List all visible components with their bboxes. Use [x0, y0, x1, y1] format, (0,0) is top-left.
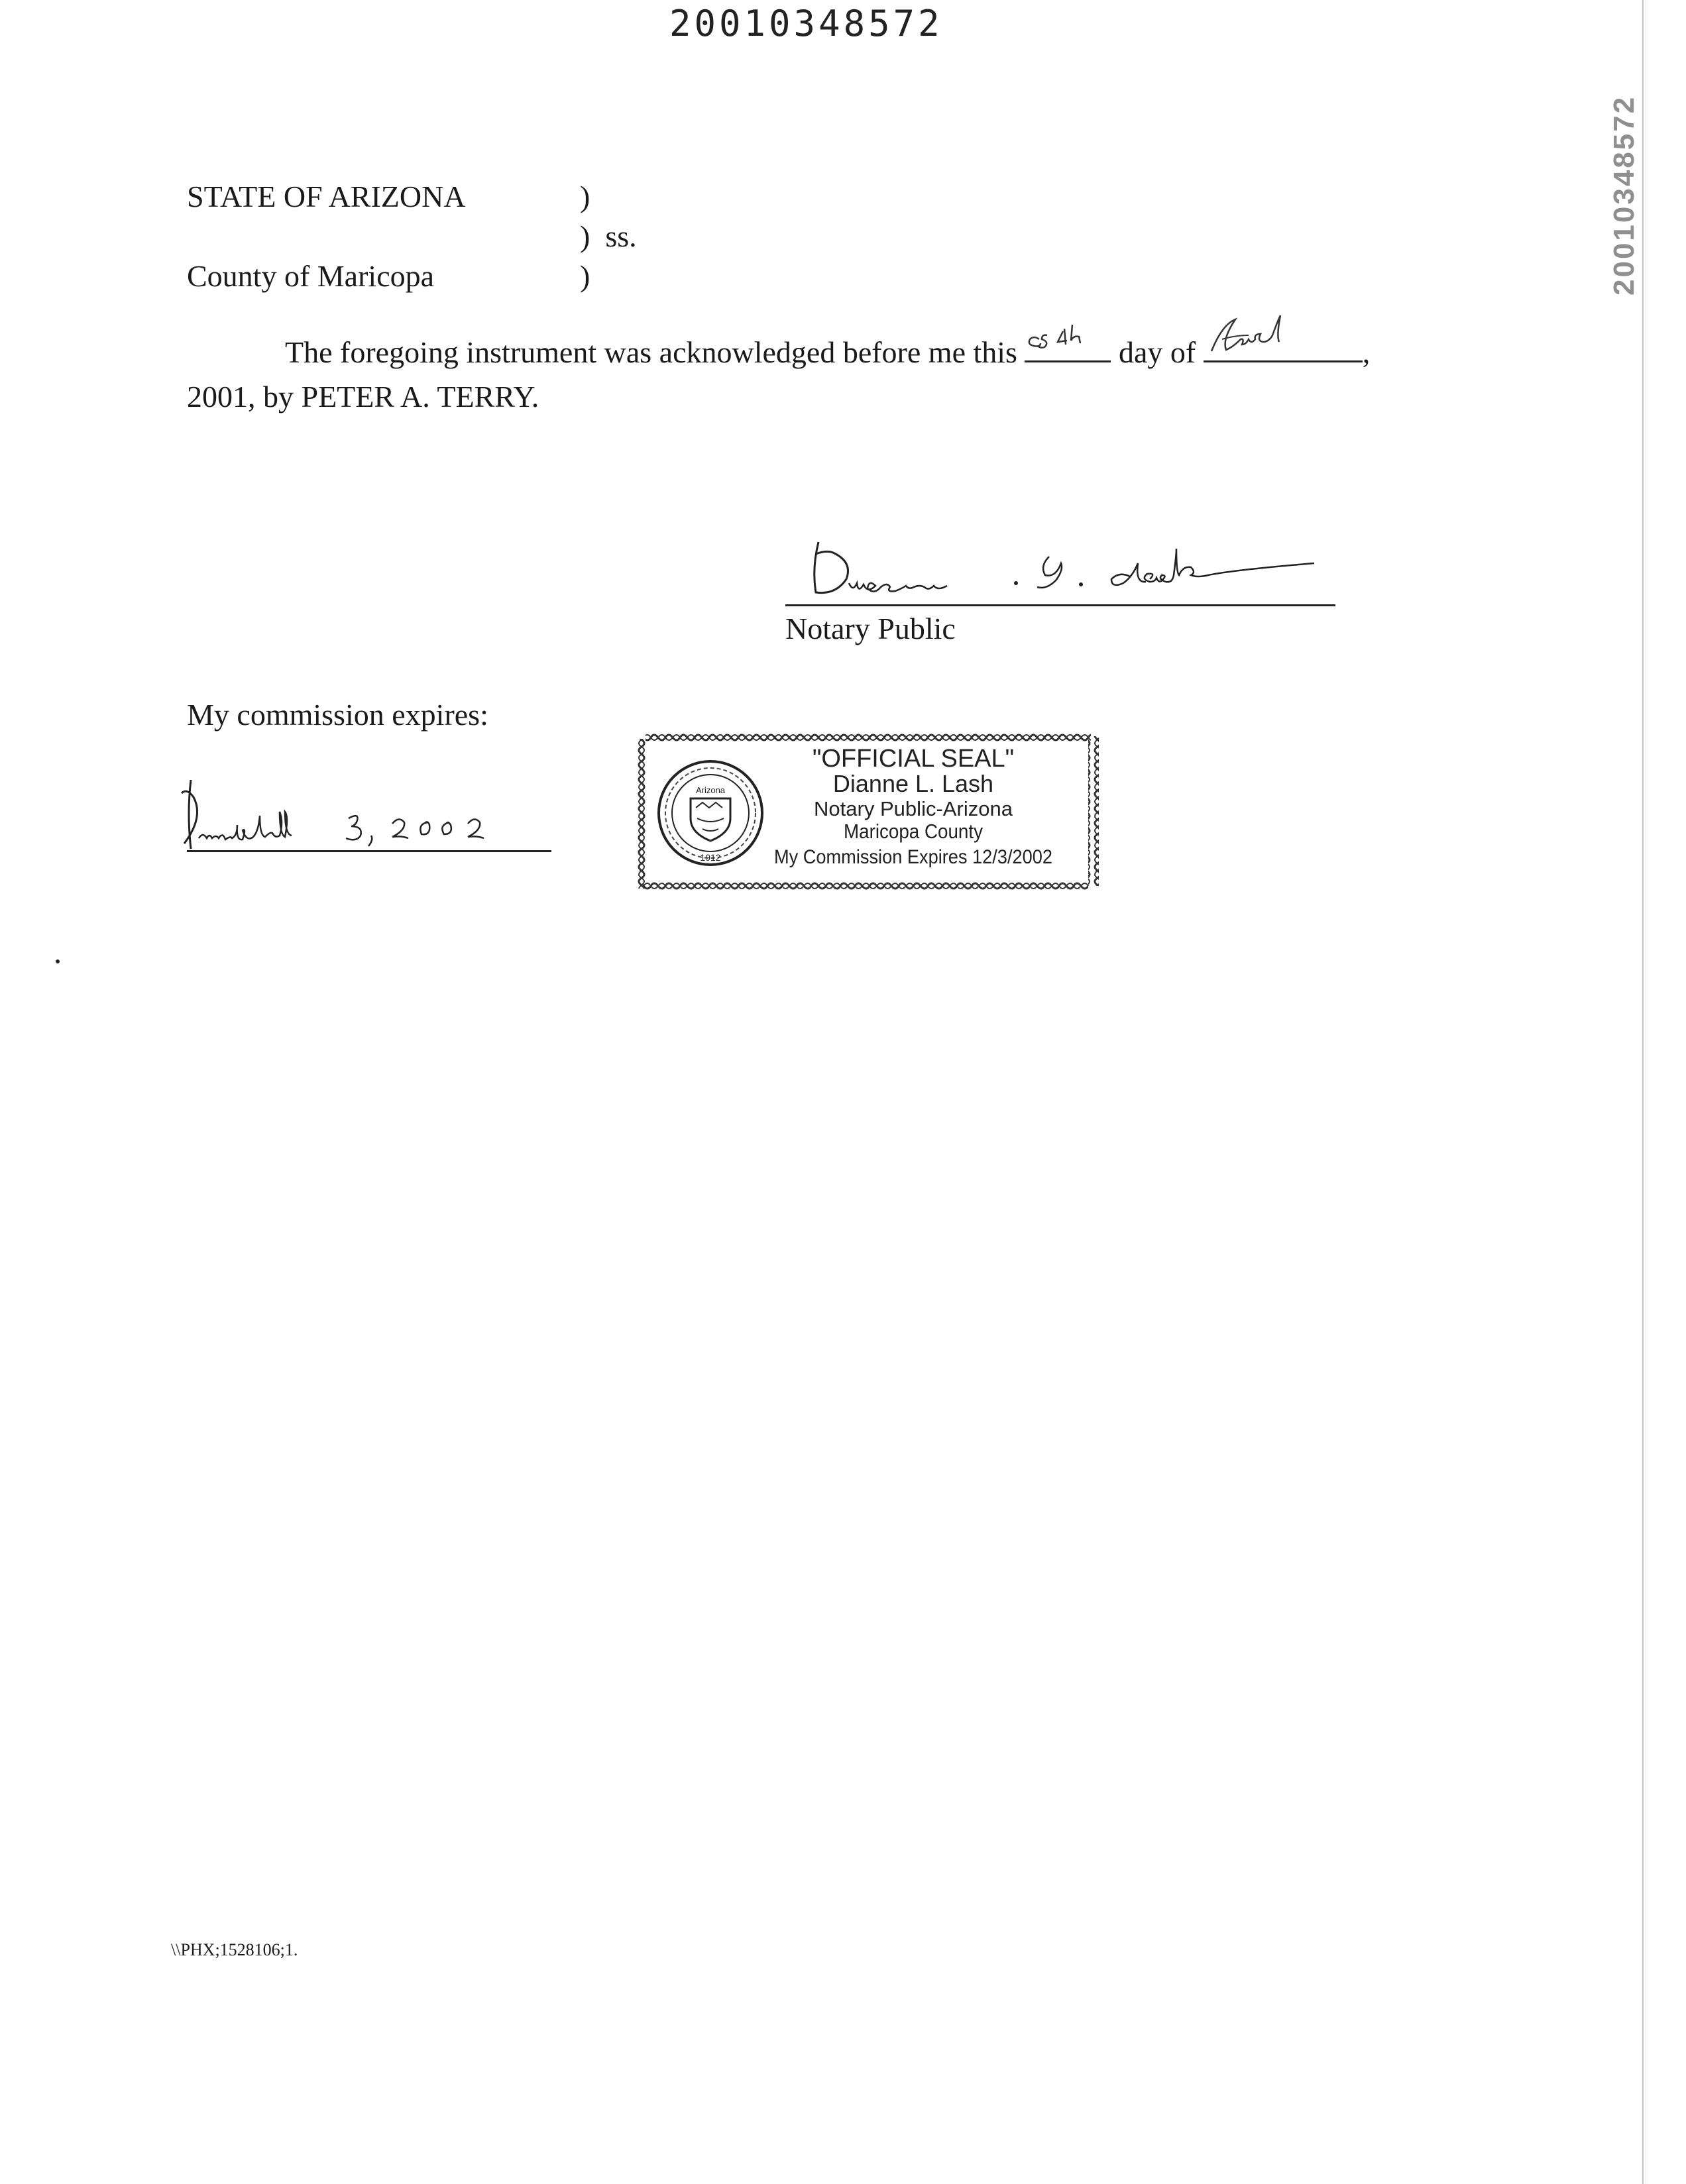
- official-seal-graphic: [636, 732, 1103, 893]
- scan-edge-line: [1642, 0, 1644, 2184]
- month-handwriting: [1204, 313, 1363, 359]
- signature-line: [785, 604, 1335, 606]
- notary-public-label: Notary Public: [785, 612, 956, 645]
- venue-ss-text: ss.: [605, 219, 637, 253]
- footer-document-code: \\PHX;1528106;1.: [171, 1940, 298, 1959]
- side-stamp-number: 20010348572: [1608, 95, 1640, 296]
- commission-expires-label: My commission expires:: [187, 698, 488, 732]
- seal-title: "OFFICIAL SEAL": [812, 745, 1015, 773]
- venue-state: STATE OF ARIZONA: [187, 180, 466, 213]
- notary-signature: [792, 530, 1362, 613]
- day-of-text: day of: [1118, 335, 1196, 369]
- seal-emblem-inner: Arizona: [695, 785, 726, 795]
- acknowledgment-line-2: 2001, by PETER A. TERRY.: [187, 380, 539, 413]
- seal-county: Maricopa County: [844, 820, 984, 843]
- acknowledgment-text: The foregoing instrument was acknowledged before me this: [285, 335, 1017, 369]
- seal-role: Notary Public-Arizona: [814, 797, 1013, 820]
- expiration-line: [187, 850, 551, 852]
- document-number: 20010348572: [669, 3, 943, 44]
- venue-county: County of Maricopa: [187, 259, 435, 293]
- venue-paren-2: ): [580, 219, 590, 253]
- day-handwriting: [1025, 318, 1111, 358]
- seal-emblem-year: 1912: [700, 852, 721, 863]
- venue-paren-3: ): [580, 259, 590, 293]
- commission-expiration-handwriting: [179, 772, 497, 855]
- stray-mark: [56, 959, 60, 963]
- day-blank: [1025, 333, 1111, 362]
- month-comma: ,: [1362, 335, 1371, 369]
- month-blank: [1204, 333, 1363, 362]
- expiration-date-handwriting: [179, 772, 497, 851]
- seal-expires: My Commission Expires 12/3/2002: [774, 846, 1052, 868]
- venue-paren-1: ): [580, 180, 590, 213]
- venue-ss: [580, 219, 637, 254]
- seal-name: Dianne L. Lash: [832, 770, 994, 797]
- acknowledgment-line-1: [285, 333, 1370, 370]
- notary-signature-handwriting: [792, 530, 1362, 610]
- official-seal-stamp: [636, 732, 1103, 893]
